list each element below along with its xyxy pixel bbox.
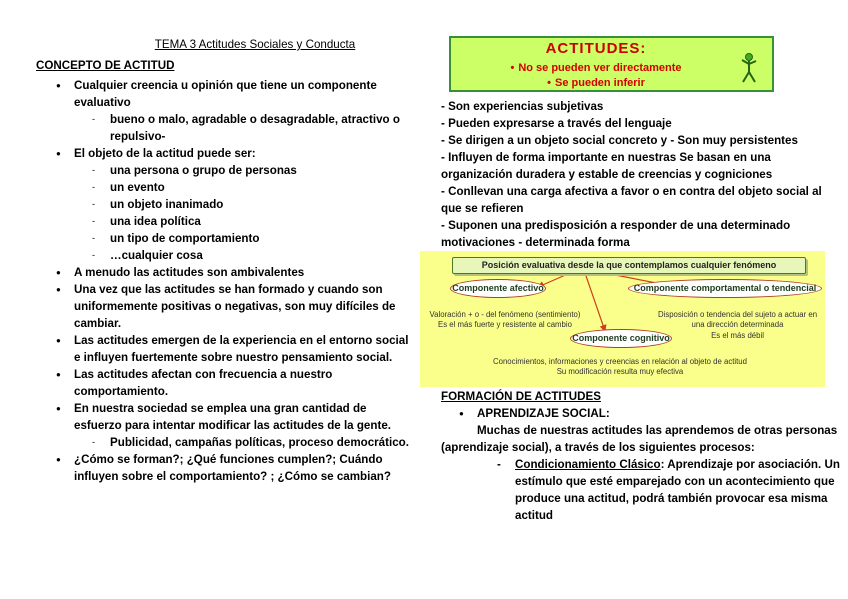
characteristic-line: - Se dirigen a un objeto social concreto y - Son muy persistentes <box>441 134 798 147</box>
sub-item: - un objeto inanimado <box>74 196 410 213</box>
sub-item: - un evento <box>74 179 410 196</box>
characteristic-line: - Pueden expresarse a través del lenguaje <box>441 117 672 130</box>
conductual-desc-1: Disposición o tendencia del sujeto a actuar en <box>657 310 818 319</box>
list-item: ● Una vez que las actitudes se han formado y cuando son uniformemente positivas o negativas, son muy difíciles de cambiar. <box>38 281 410 332</box>
diagram-top-label: Posición evaluativa desde la que contemplamos cualquier fenómeno <box>452 257 806 274</box>
conductual-desc-3: Es el más débil <box>711 331 764 340</box>
bullet-icon: • <box>510 62 515 74</box>
components-diagram <box>420 251 825 387</box>
characteristic-line: - Conllevan una carga afectiva a favor o en contra del objeto social al que se refieren <box>441 185 822 215</box>
formacion-section <box>441 388 841 524</box>
aprendizaje-bullet: ● APRENDIZAJE SOCIAL: <box>441 405 841 422</box>
sub-item: - bueno o malo, agradable o desagradable, atractivo o repulsivo- <box>74 111 410 145</box>
list-item: ● Las actitudes afectan con frecuencia a nuestro comportamiento. <box>38 366 410 400</box>
cognitivo-desc-2: Su modificación resulta muy efectiva <box>556 367 684 376</box>
oval-conductual: Componente comportamental o tendencial <box>628 279 822 298</box>
concepto-list <box>38 77 410 485</box>
actitudes-banner <box>449 36 774 92</box>
conductual-desc-2: una dirección determinada <box>691 320 784 329</box>
sub-item: - un tipo de comportamiento <box>74 230 410 247</box>
list-item <box>38 145 410 264</box>
cognitivo-desc-1: Conocimientos, informaciones y creencias en relación al objeto de actitud <box>493 357 747 366</box>
sub-item: - una idea política <box>74 213 410 230</box>
banner-title: ACTITUDES: <box>545 40 647 57</box>
characteristics-list <box>441 98 841 251</box>
page-title: TEMA 3 Actitudes Sociales y Conducta <box>154 38 356 51</box>
sub-item: - …cualquier cosa <box>74 247 410 264</box>
list-item: ● Las actitudes emergen de la experiencia en el entorno social e influyen fuertemente sobre nuestro pensamiento social. <box>38 332 410 366</box>
characteristic-line: - Suponen una predisposición a responder de una determinado motivaciones - determinada forma <box>441 219 791 249</box>
formacion-heading: FORMACIÓN DE ACTITUDES <box>441 390 601 403</box>
sub-item: - una persona o grupo de personas <box>74 162 410 179</box>
list-item: ● A menudo las actitudes son ambivalentes <box>38 264 410 281</box>
sub-item: - Publicidad, campañas políticas, proceso democrático. <box>74 434 410 451</box>
banner-line-2-text: Se pueden inferir <box>555 77 645 89</box>
list-item-text: Cualquier creencia u opinión que tiene un componente evaluativo <box>74 79 377 109</box>
list-item <box>38 77 410 145</box>
sub-list <box>74 111 410 145</box>
condicionamiento-text: : Aprendizaje por asociación. Un estímulo que esté emparejado con un acontecimiento que produce una actitud, podrá también provocar esa misma actitud <box>515 458 840 522</box>
banner-line-2 <box>451 75 741 92</box>
list-item: ● ¿Cómo se forman?; ¿Qué funciones cumplen?; Cuándo influyen sobre el comportamiento? ; ¿Cómo se cambian? <box>38 451 410 485</box>
aprendizaje-paragraph: Muchas de nuestras actitudes las aprendemos de otras personas (aprendizaje social), a través de los siguientes procesos: <box>441 424 838 454</box>
oval-cognitivo: Componente cognitivo <box>570 329 672 348</box>
banner-line-1-text: No se pueden ver directamente <box>518 62 682 74</box>
bullet-icon: • <box>547 77 551 89</box>
sub-list <box>74 434 410 451</box>
list-item-text: En nuestra sociedad se emplea una gran cantidad de esfuerzo para intentar modificar las actitudes de la gente. <box>74 402 391 432</box>
stick-figure-icon <box>740 52 758 84</box>
left-column <box>38 36 410 485</box>
afectivo-desc-2: Es el más fuerte y resistente al cambio <box>438 320 572 329</box>
list-item <box>38 400 410 451</box>
afectivo-desc-1: Valoración + o - del fenómeno (sentimiento) <box>429 310 581 319</box>
oval-afectivo: Componente afectivo <box>450 279 546 298</box>
concepto-heading: CONCEPTO DE ACTITUD <box>36 59 175 72</box>
condicionamiento-title: Condicionamiento Clásico <box>515 458 661 471</box>
condicionamiento-item <box>441 456 841 524</box>
list-item-text: El objeto de la actitud puede ser: <box>74 147 256 160</box>
characteristic-line: - Influyen de forma importante en nuestras Se basan en una organización duradera y estable de creencias y cogniciones <box>441 151 773 181</box>
characteristic-line: - Son experiencias subjetivas <box>441 100 604 113</box>
sub-list <box>74 162 410 264</box>
